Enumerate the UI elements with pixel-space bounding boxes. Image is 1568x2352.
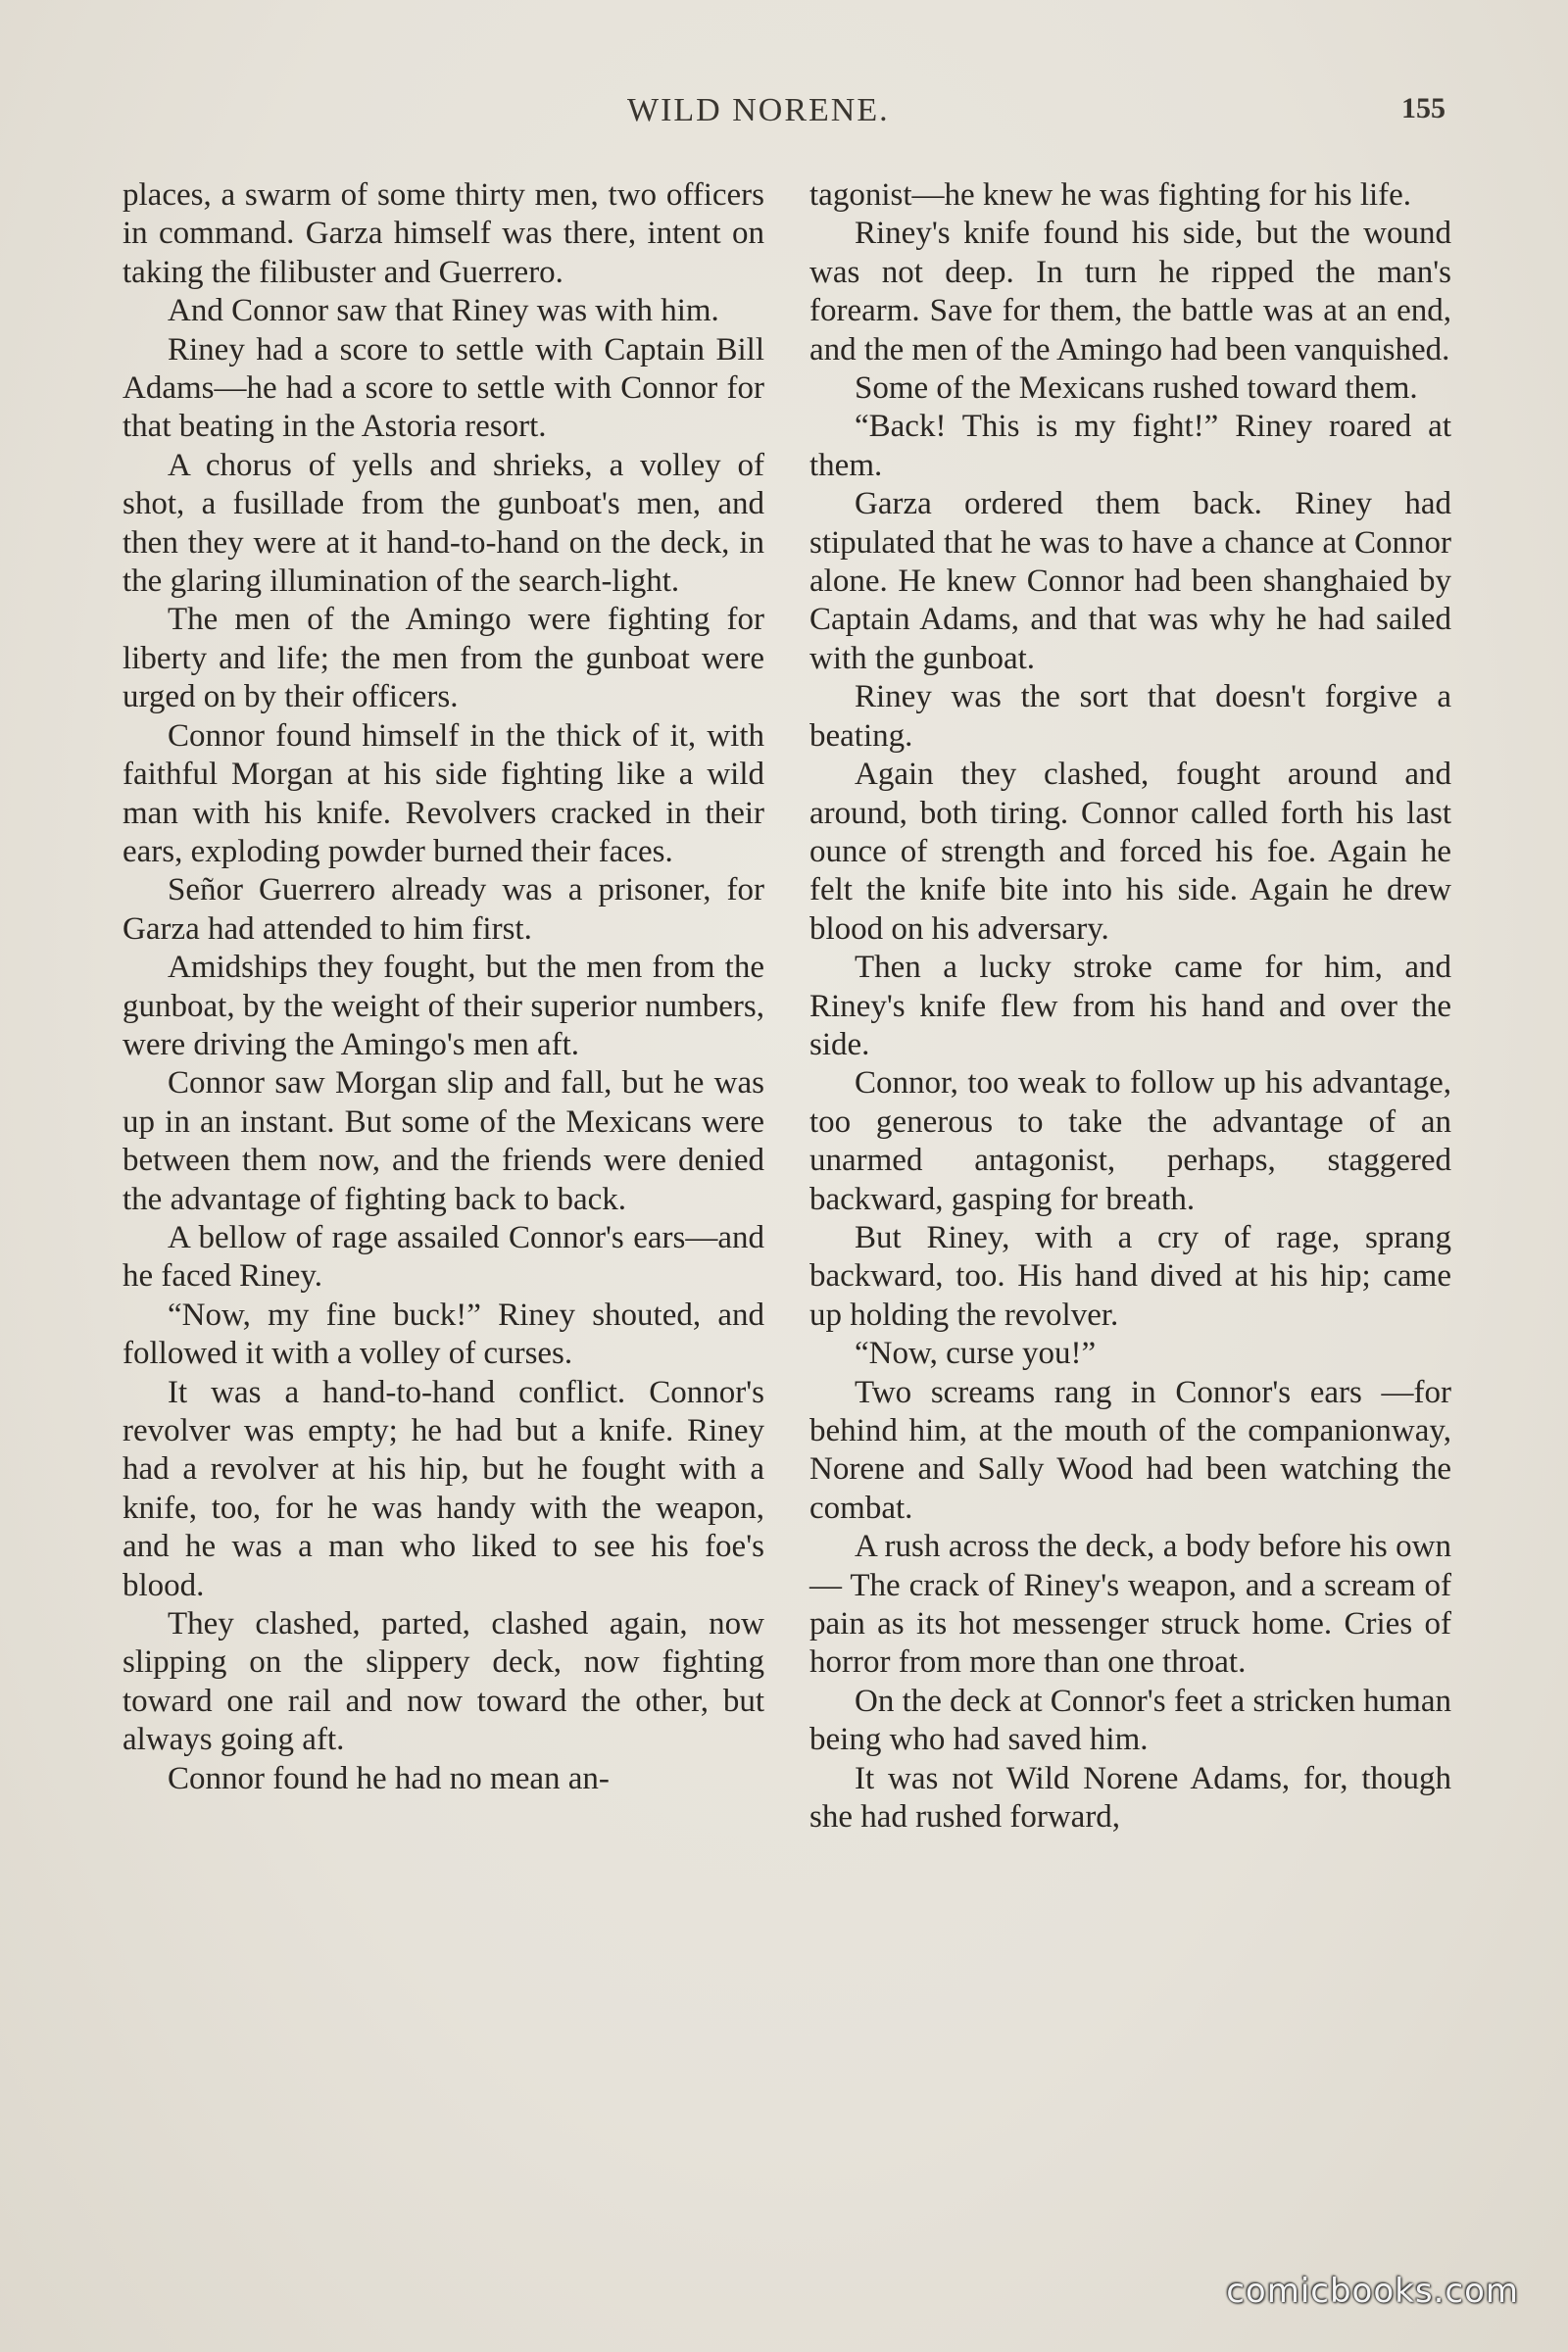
watermark-logo: comicbooks.com xyxy=(1226,2272,1519,2311)
paragraph: The men of the Amingo were fighting for liberty and life; the men from the gunboat were urged on by their officers. xyxy=(122,602,764,715)
paragraph: Amidships they fought, but the men from the gunboat, by the weight of their superior numbers, were driving the Amingo's men aft. xyxy=(122,950,764,1062)
paragraph: “Back! This is my fight!” Riney roared at them. xyxy=(809,409,1451,483)
paragraph: A chorus of yells and shrieks, a volley of shot, a fusillade from the gunboat's men, and then they were at it hand-to-hand on the deck, in the glaring illumination of the search-light. xyxy=(122,447,764,600)
paragraph: Then a lucky stroke came for him, and Riney's knife flew from his hand and over the side. xyxy=(809,950,1451,1062)
paragraph: Garza ordered them back. Riney had stipulated that he was to have a chance at Connor alone. He knew Connor had been shanghaied by Captain Adams, and that was why he had sailed with the gunboat. xyxy=(809,486,1451,676)
paragraph: Connor saw Morgan slip and fall, but he was up in an instant. But some of the Mexicans were between them now, and the friends were denied the advantage of fighting back to back. xyxy=(122,1065,764,1217)
paragraph: places, a swarm of some thirty men, two officers in command. Garza himself was there, intent on taking the filibuster and Guerrero. xyxy=(122,177,764,290)
paragraph: “Now, curse you!” xyxy=(855,1336,1097,1372)
paragraph: Again they clashed, fought around and around, both tiring. Connor called forth his last ounce of strength and forced his foe. Again he felt the knife bite into his side. Again he drew blood on his adversary. xyxy=(809,757,1451,947)
paragraph: It was not Wild Norene Adams, for, though she had rushed forward, xyxy=(809,1760,1451,1836)
paragraph: Connor found he had no mean an- xyxy=(168,1760,610,1796)
page-title: WILD NORENE. xyxy=(627,92,890,128)
paragraph: Riney had a score to settle with Captain Bill Adams—he had a score to settle with Connor for that beating in the Astoria resort. xyxy=(122,331,764,445)
right-column xyxy=(809,176,1451,1837)
paragraph: Riney was the sort that doesn't forgive a beating. xyxy=(809,679,1451,754)
left-column xyxy=(122,176,764,1798)
paragraph: It was a hand-to-hand conflict. Connor's revolver was empty; he had but a knife. Riney had a revolver at his hip, but he fought with a knife, too, for he was handy with the weapon, and he was a man who liked to see his foe's blood. xyxy=(122,1374,764,1603)
paragraph: “Now, my fine buck!” Riney shouted, and followed it with a volley of curses. xyxy=(122,1297,764,1372)
paragraph: They clashed, parted, clashed again, now slipping on the slippery deck, now fighting toward one rail and now toward the other, but always going aft. xyxy=(122,1606,764,1758)
paragraph: But Riney, with a cry of rage, sprang backward, too. His hand dived at his hip; came up holding the revolver. xyxy=(809,1219,1451,1333)
paragraph: Connor, too weak to follow up his advantage, too generous to take the advantage of an unarmed antagonist, perhaps, staggered backward, gasping for breath. xyxy=(809,1065,1451,1217)
paragraph: Two screams rang in Connor's ears —for behind him, at the mouth of the companionway, Norene and Sally Wood had been watching the combat. xyxy=(809,1374,1451,1526)
paragraph: And Connor saw that Riney was with him. xyxy=(168,293,719,329)
paragraph: Señor Guerrero already was a prisoner, for Garza had attended to him first. xyxy=(122,872,764,947)
paragraph: A rush across the deck, a body before his own— The crack of Riney's weapon, and a scream of pain as its hot messenger struck home. Cries of horror from more than one throat. xyxy=(809,1529,1451,1681)
paragraph: Connor found himself in the thick of it, with faithful Morgan at his side fighting like a wild man with his knife. Revolvers cracked in their ears, exploding powder burned their faces. xyxy=(122,717,764,869)
paragraph: On the deck at Connor's feet a stricken human being who had saved him. xyxy=(809,1683,1451,1758)
paragraph: A bellow of rage assailed Connor's ears—and he faced Riney. xyxy=(122,1219,764,1295)
paragraph: Some of the Mexicans rushed toward them. xyxy=(855,370,1418,407)
paragraph-continuation: tagonist—he knew he was fighting for his life. xyxy=(809,177,1412,213)
running-head xyxy=(0,92,1568,151)
page-number: 155 xyxy=(1401,92,1446,124)
paragraph: Riney's knife found his side, but the wound was not deep. In turn he ripped the man's forearm. Save for them, the battle was at an end, and the men of the Amingo had been vanquished. xyxy=(809,216,1451,368)
